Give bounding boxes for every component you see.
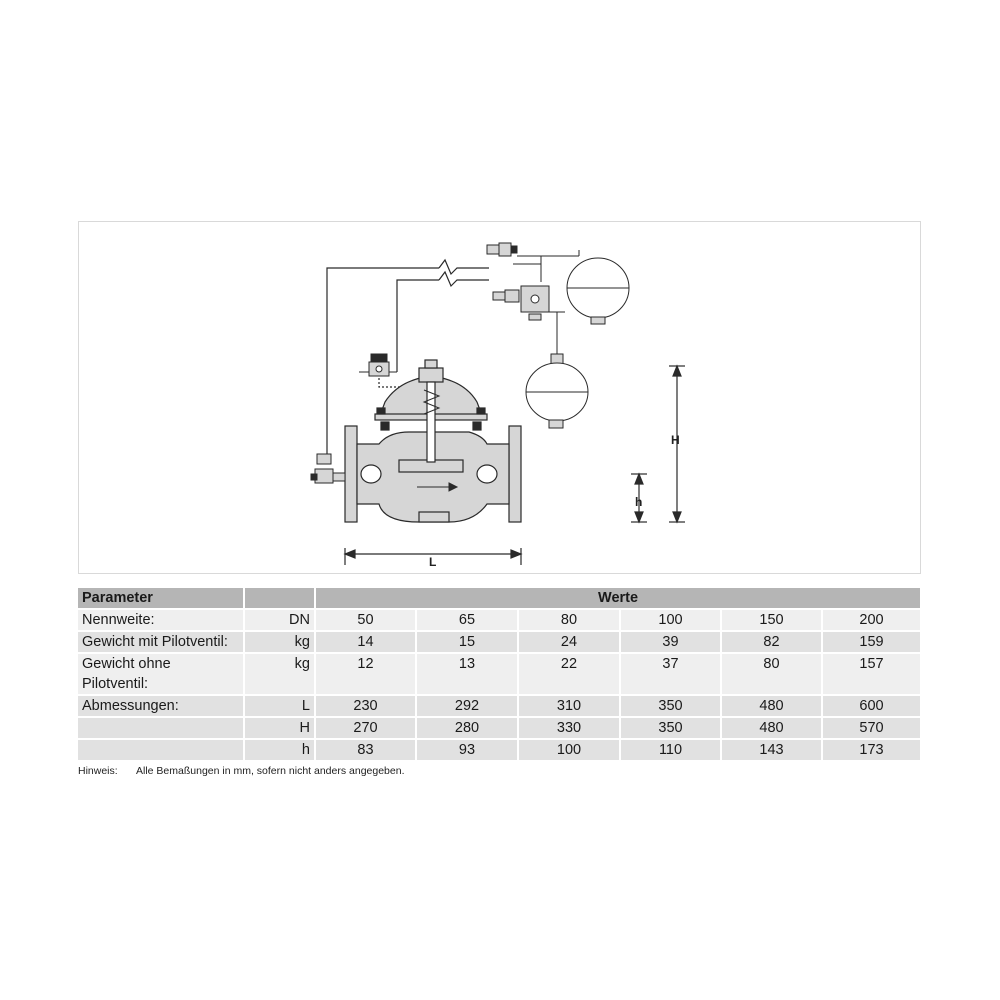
row-label: Abmessungen: [78,695,244,717]
cell: 24 [518,631,620,653]
cell: 480 [721,695,822,717]
cell: 37 [620,653,721,695]
cell: 150 [721,609,822,631]
cell: 570 [822,717,921,739]
dimension-L-label: L [429,555,437,569]
cell: 50 [315,609,416,631]
table-row [78,609,921,631]
row-label [78,739,244,761]
cell: 39 [620,631,721,653]
row-label: Nennweite: [78,609,244,631]
dimension-H-label: H [671,433,680,447]
cell: 292 [416,695,518,717]
cell: 12 [315,653,416,695]
table-header-row [78,588,921,609]
header-parameter: Parameter [78,588,244,609]
row-unit: h [244,739,315,761]
cell: 100 [620,609,721,631]
cell: 82 [721,631,822,653]
row-unit: L [244,695,315,717]
cell: 65 [416,609,518,631]
cell: 22 [518,653,620,695]
header-blank [244,588,315,609]
cell: 100 [518,739,620,761]
cell: 159 [822,631,921,653]
table-row [78,695,921,717]
cell: 80 [721,653,822,695]
footnote-text: Alle Bemaßungen in mm, sofern nicht anders angegeben. [136,765,405,777]
cell: 350 [620,717,721,739]
row-unit: kg [244,631,315,653]
dimension-h-label: h [635,495,643,509]
row-label: Gewicht ohne Pilotventil: [78,653,244,695]
table-row [78,653,921,695]
cell: 13 [416,653,518,695]
cell: 350 [620,695,721,717]
table-row [78,631,921,653]
cell: 330 [518,717,620,739]
cell: 230 [315,695,416,717]
cell: 157 [822,653,921,695]
table-row [78,739,921,761]
valve-drawing [79,222,922,575]
cell: 143 [721,739,822,761]
row-unit: DN [244,609,315,631]
cell: 15 [416,631,518,653]
spec-table [78,588,922,762]
cell: 14 [315,631,416,653]
cell: 310 [518,695,620,717]
cell: 480 [721,717,822,739]
footnote-label: Hinweis: [78,765,118,777]
header-werte: Werte [315,588,921,609]
table-row [78,717,921,739]
cell: 173 [822,739,921,761]
row-label: Gewicht mit Pilotventil: [78,631,244,653]
cell: 270 [315,717,416,739]
cell: 110 [620,739,721,761]
drawing-frame [78,221,921,574]
cell: 83 [315,739,416,761]
pilot-pipe-inner [397,280,439,372]
cell: 93 [416,739,518,761]
row-label [78,717,244,739]
footnote [78,765,405,777]
cell: 280 [416,717,518,739]
cell: 80 [518,609,620,631]
cell: 600 [822,695,921,717]
cell: 200 [822,609,921,631]
row-unit: H [244,717,315,739]
row-unit: kg [244,653,315,695]
